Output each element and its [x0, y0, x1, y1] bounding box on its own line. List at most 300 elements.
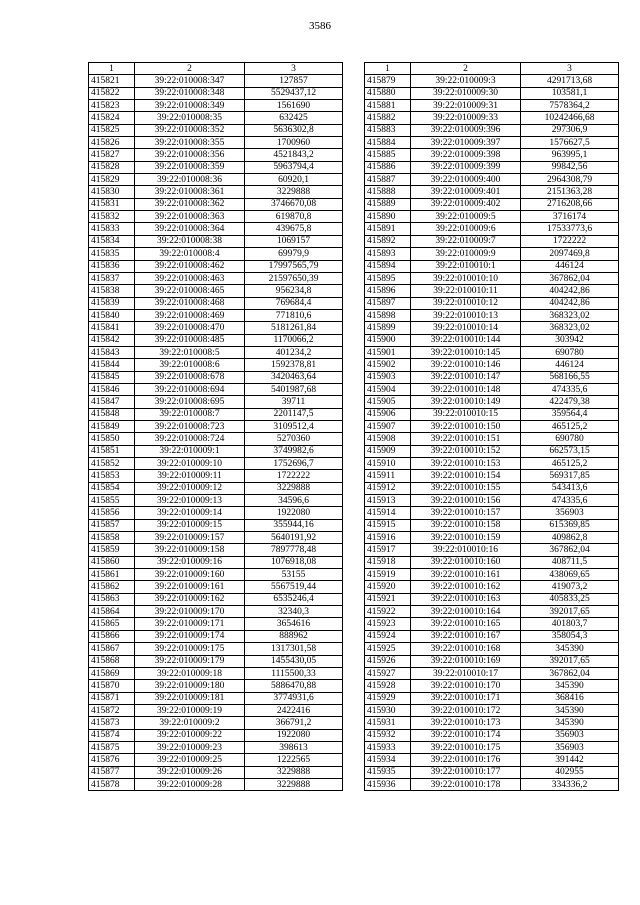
cadastral-number-cell: 39:22:010009:161: [135, 581, 245, 593]
value-cell: 569317,85: [521, 470, 619, 482]
cadastral-number-cell: 39:22:010010:149: [411, 396, 521, 408]
value-cell: 5567519,44: [245, 581, 343, 593]
table-row: [89, 198, 343, 210]
cadastral-number-cell: 39:22:010009:5: [411, 211, 521, 223]
table-row: [89, 334, 343, 346]
cadastral-number-cell: 39:22:010008:468: [135, 297, 245, 309]
cadastral-number-cell: 39:22:010009:170: [135, 606, 245, 618]
table-row: [365, 223, 619, 235]
value-cell: 5529437,12: [245, 87, 343, 99]
table-row: [89, 704, 343, 716]
cadastral-number-cell: 39:22:010010:14: [411, 322, 521, 334]
header-row: [365, 63, 619, 75]
table-row: [365, 87, 619, 99]
cadastral-number-cell: 39:22:010009:33: [411, 112, 521, 124]
value-cell: 367862,04: [521, 272, 619, 284]
cadastral-number-cell: 39:22:010009:19: [135, 704, 245, 716]
value-cell: 2151363,28: [521, 186, 619, 198]
value-cell: 465125,2: [521, 458, 619, 470]
row-number-cell: 415928: [365, 680, 411, 692]
table-row: [89, 606, 343, 618]
table-row: [89, 630, 343, 642]
row-number-cell: 415908: [365, 433, 411, 445]
row-number-cell: 415878: [89, 778, 135, 790]
value-cell: 10242466,68: [521, 112, 619, 124]
cadastral-number-cell: 39:22:010008:352: [135, 124, 245, 136]
value-cell: 888962: [245, 630, 343, 642]
cadastral-number-cell: 39:22:010008:678: [135, 371, 245, 383]
cadastral-number-cell: 39:22:010010:170: [411, 680, 521, 692]
value-cell: 392017,65: [521, 655, 619, 667]
table-row: [365, 519, 619, 531]
cadastral-number-cell: 39:22:010008:356: [135, 149, 245, 161]
value-cell: 356903: [521, 741, 619, 753]
cadastral-number-cell: 39:22:010008:362: [135, 198, 245, 210]
row-number-cell: 415846: [89, 383, 135, 395]
table-row: [365, 112, 619, 124]
table-row: [89, 223, 343, 235]
cadastral-number-cell: 39:22:010010:11: [411, 285, 521, 297]
value-cell: 5640191,92: [245, 532, 343, 544]
table-row: [89, 581, 343, 593]
cadastral-number-cell: 39:22:010009:181: [135, 692, 245, 704]
value-cell: 345390: [521, 643, 619, 655]
row-number-cell: 415834: [89, 235, 135, 247]
table-row: [89, 149, 343, 161]
cadastral-number-cell: 39:22:010009:30: [411, 87, 521, 99]
cadastral-number-cell: 39:22:010009:15: [135, 519, 245, 531]
row-number-cell: 415898: [365, 309, 411, 321]
cadastral-number-cell: 39:22:010010:163: [411, 593, 521, 605]
table-row: [89, 445, 343, 457]
row-number-cell: 415886: [365, 161, 411, 173]
table-row: [365, 211, 619, 223]
cadastral-number-cell: 39:22:010010:1: [411, 260, 521, 272]
cadastral-number-cell: 39:22:010009:402: [411, 198, 521, 210]
table-row: [365, 75, 619, 87]
value-cell: 2422416: [245, 704, 343, 716]
table-row: [365, 248, 619, 260]
cadastral-number-cell: 39:22:010010:12: [411, 297, 521, 309]
value-cell: 3229888: [245, 778, 343, 790]
row-number-cell: 415857: [89, 519, 135, 531]
row-number-cell: 415864: [89, 606, 135, 618]
table-row: [89, 643, 343, 655]
value-cell: 690780: [521, 433, 619, 445]
table-row: [365, 260, 619, 272]
table-row: [365, 544, 619, 556]
table-row: [89, 433, 343, 445]
value-cell: 3749982,6: [245, 445, 343, 457]
cadastral-number-cell: 39:22:010008:359: [135, 161, 245, 173]
value-cell: 7578364,2: [521, 100, 619, 112]
value-cell: 3109512,4: [245, 420, 343, 432]
value-cell: 3774931,6: [245, 692, 343, 704]
cadastral-number-cell: 39:22:010008:38: [135, 235, 245, 247]
value-cell: 956234,8: [245, 285, 343, 297]
value-cell: 5636302,8: [245, 124, 343, 136]
row-number-cell: 415852: [89, 458, 135, 470]
value-cell: 2964308,79: [521, 174, 619, 186]
cadastral-number-cell: 39:22:010008:4: [135, 248, 245, 260]
table-row: [365, 704, 619, 716]
value-cell: 402955: [521, 766, 619, 778]
row-number-cell: 415901: [365, 346, 411, 358]
row-number-cell: 415826: [89, 137, 135, 149]
row-number-cell: 415899: [365, 322, 411, 334]
cadastral-number-cell: 39:22:010008:349: [135, 100, 245, 112]
cadastral-number-cell: 39:22:010009:162: [135, 593, 245, 605]
row-number-cell: 415875: [89, 741, 135, 753]
cadastral-number-cell: 39:22:010009:157: [135, 532, 245, 544]
value-cell: 7897778,48: [245, 544, 343, 556]
cadastral-number-cell: 39:22:010010:146: [411, 359, 521, 371]
table-row: [89, 593, 343, 605]
table-row: [365, 297, 619, 309]
row-number-cell: 415892: [365, 235, 411, 247]
value-cell: 3746670,08: [245, 198, 343, 210]
cadastral-number-cell: 39:22:010010:157: [411, 507, 521, 519]
value-cell: 17533773,6: [521, 223, 619, 235]
row-number-cell: 415906: [365, 408, 411, 420]
table-row: [89, 692, 343, 704]
table-row: [89, 174, 343, 186]
table-row: [365, 137, 619, 149]
row-number-cell: 415919: [365, 569, 411, 581]
cadastral-number-cell: 39:22:010010:150: [411, 420, 521, 432]
value-cell: 422479,38: [521, 396, 619, 408]
table-row: [89, 285, 343, 297]
value-cell: 409862,8: [521, 532, 619, 544]
cadastral-number-cell: 39:22:010009:28: [135, 778, 245, 790]
row-number-cell: 415869: [89, 667, 135, 679]
value-cell: 303942: [521, 334, 619, 346]
cadastral-number-cell: 39:22:010010:176: [411, 754, 521, 766]
table-row: [89, 75, 343, 87]
cadastral-number-cell: 39:22:010009:25: [135, 754, 245, 766]
cadastral-number-cell: 39:22:010010:156: [411, 495, 521, 507]
row-number-cell: 415921: [365, 593, 411, 605]
cadastral-number-cell: 39:22:010009:16: [135, 556, 245, 568]
value-cell: 474335,6: [521, 495, 619, 507]
cadastral-number-cell: 39:22:010008:462: [135, 260, 245, 272]
table-row: [365, 643, 619, 655]
value-cell: 398613: [245, 741, 343, 753]
cadastral-number-cell: 39:22:010009:174: [135, 630, 245, 642]
table-row: [365, 729, 619, 741]
table-row: [365, 161, 619, 173]
row-number-cell: 415824: [89, 112, 135, 124]
value-cell: 32340,3: [245, 606, 343, 618]
row-number-cell: 415918: [365, 556, 411, 568]
value-cell: 34596,6: [245, 495, 343, 507]
value-cell: 1455430,05: [245, 655, 343, 667]
table-row: [365, 754, 619, 766]
cadastral-number-cell: 39:22:010009:396: [411, 124, 521, 136]
row-number-cell: 415870: [89, 680, 135, 692]
row-number-cell: 415932: [365, 729, 411, 741]
table-row: [89, 161, 343, 173]
cadastral-number-cell: 39:22:010009:6: [411, 223, 521, 235]
cadastral-number-cell: 39:22:010008:470: [135, 322, 245, 334]
cadastral-number-cell: 39:22:010009:398: [411, 149, 521, 161]
cadastral-number-cell: 39:22:010010:174: [411, 729, 521, 741]
cadastral-number-cell: 39:22:010010:167: [411, 630, 521, 642]
cadastral-number-cell: 39:22:010009:400: [411, 174, 521, 186]
row-number-cell: 415847: [89, 396, 135, 408]
row-number-cell: 415851: [89, 445, 135, 457]
value-cell: 771810,6: [245, 309, 343, 321]
cadastral-number-cell: 39:22:010009:7: [411, 235, 521, 247]
table-row: [89, 87, 343, 99]
value-cell: 1576627,5: [521, 137, 619, 149]
value-cell: 1222565: [245, 754, 343, 766]
row-number-cell: 415881: [365, 100, 411, 112]
value-cell: 99842,56: [521, 161, 619, 173]
row-number-cell: 415821: [89, 75, 135, 87]
row-number-cell: 415920: [365, 581, 411, 593]
value-cell: 690780: [521, 346, 619, 358]
value-cell: 769684,4: [245, 297, 343, 309]
cadastral-number-cell: 39:22:010009:2: [135, 717, 245, 729]
row-number-cell: 415927: [365, 667, 411, 679]
value-cell: 3716174: [521, 211, 619, 223]
value-cell: 439675,8: [245, 223, 343, 235]
value-cell: 438069,65: [521, 569, 619, 581]
value-cell: 21597650,39: [245, 272, 343, 284]
table-row: [365, 507, 619, 519]
table-row: [89, 137, 343, 149]
value-cell: 1076918,08: [245, 556, 343, 568]
cadastral-number-cell: 39:22:010010:173: [411, 717, 521, 729]
column-header: 2: [411, 63, 521, 75]
row-number-cell: 415923: [365, 618, 411, 630]
table-row: [365, 285, 619, 297]
value-cell: 568166,55: [521, 371, 619, 383]
row-number-cell: 415925: [365, 643, 411, 655]
value-cell: 1722222: [245, 470, 343, 482]
header-row: [89, 63, 343, 75]
value-cell: 345390: [521, 680, 619, 692]
row-number-cell: 415884: [365, 137, 411, 149]
table-row: [365, 334, 619, 346]
table-row: [365, 346, 619, 358]
row-number-cell: 415904: [365, 383, 411, 395]
row-number-cell: 415871: [89, 692, 135, 704]
value-cell: 334336,2: [521, 778, 619, 790]
row-number-cell: 415844: [89, 359, 135, 371]
value-cell: 1592378,81: [245, 359, 343, 371]
row-number-cell: 415830: [89, 186, 135, 198]
table-row: [365, 667, 619, 679]
table-row: [365, 198, 619, 210]
value-cell: 1700960: [245, 137, 343, 149]
value-cell: 2716208,66: [521, 198, 619, 210]
row-number-cell: 415911: [365, 470, 411, 482]
table-row: [89, 556, 343, 568]
cadastral-number-cell: 39:22:010010:13: [411, 309, 521, 321]
table-row: [365, 186, 619, 198]
row-number-cell: 415922: [365, 606, 411, 618]
value-cell: 368323,02: [521, 322, 619, 334]
value-cell: 1922080: [245, 729, 343, 741]
value-cell: 53155: [245, 569, 343, 581]
row-number-cell: 415924: [365, 630, 411, 642]
cadastral-number-cell: 39:22:010009:22: [135, 729, 245, 741]
cadastral-number-cell: 39:22:010009:1: [135, 445, 245, 457]
table-row: [365, 655, 619, 667]
cadastral-number-cell: 39:22:010008:469: [135, 309, 245, 321]
table-row: [365, 371, 619, 383]
cadastral-number-cell: 39:22:010009:180: [135, 680, 245, 692]
row-number-cell: 415930: [365, 704, 411, 716]
value-cell: 367862,04: [521, 544, 619, 556]
column-header: 3: [245, 63, 343, 75]
value-cell: 4521843,2: [245, 149, 343, 161]
cadastral-number-cell: 39:22:010010:169: [411, 655, 521, 667]
cadastral-number-cell: 39:22:010008:465: [135, 285, 245, 297]
table-row: [365, 581, 619, 593]
cadastral-number-cell: 39:22:010010:162: [411, 581, 521, 593]
value-cell: 39711: [245, 396, 343, 408]
row-number-cell: 415842: [89, 334, 135, 346]
row-number-cell: 415848: [89, 408, 135, 420]
table-row: [89, 346, 343, 358]
value-cell: 632425: [245, 112, 343, 124]
value-cell: 465125,2: [521, 420, 619, 432]
row-number-cell: 415833: [89, 223, 135, 235]
row-number-cell: 415936: [365, 778, 411, 790]
row-number-cell: 415914: [365, 507, 411, 519]
row-number-cell: 415861: [89, 569, 135, 581]
row-number-cell: 415909: [365, 445, 411, 457]
value-cell: 5886470,88: [245, 680, 343, 692]
cadastral-number-cell: 39:22:010008:35: [135, 112, 245, 124]
value-cell: 401234,2: [245, 346, 343, 358]
cadastral-number-cell: 39:22:010008:463: [135, 272, 245, 284]
row-number-cell: 415868: [89, 655, 135, 667]
table-row: [89, 235, 343, 247]
cadastral-number-cell: 39:22:010010:178: [411, 778, 521, 790]
cadastral-number-cell: 39:22:010008:724: [135, 433, 245, 445]
row-number-cell: 415903: [365, 371, 411, 383]
row-number-cell: 415883: [365, 124, 411, 136]
row-number-cell: 415890: [365, 211, 411, 223]
row-number-cell: 415896: [365, 285, 411, 297]
cadastral-number-cell: 39:22:010008:695: [135, 396, 245, 408]
table-row: [89, 507, 343, 519]
cadastral-number-cell: 39:22:010009:26: [135, 766, 245, 778]
cadastral-number-cell: 39:22:010010:160: [411, 556, 521, 568]
value-cell: 366791,2: [245, 717, 343, 729]
row-number-cell: 415889: [365, 198, 411, 210]
row-number-cell: 415874: [89, 729, 135, 741]
table-row: [365, 532, 619, 544]
table-row: [365, 383, 619, 395]
row-number-cell: 415887: [365, 174, 411, 186]
row-number-cell: 415931: [365, 717, 411, 729]
column-header: 3: [521, 63, 619, 75]
value-cell: 1722222: [521, 235, 619, 247]
table-row: [365, 717, 619, 729]
cadastral-number-cell: 39:22:010010:147: [411, 371, 521, 383]
cadastral-number-cell: 39:22:010010:151: [411, 433, 521, 445]
cadastral-number-cell: 39:22:010010:158: [411, 519, 521, 531]
row-number-cell: 415935: [365, 766, 411, 778]
row-number-cell: 415913: [365, 495, 411, 507]
row-number-cell: 415877: [89, 766, 135, 778]
table-row: [365, 766, 619, 778]
table-row: [89, 260, 343, 272]
row-number-cell: 415882: [365, 112, 411, 124]
cadastral-number-cell: 39:22:010010:144: [411, 334, 521, 346]
table-row: [89, 396, 343, 408]
table-row: [89, 618, 343, 630]
row-number-cell: 415858: [89, 532, 135, 544]
value-cell: 419073,2: [521, 581, 619, 593]
table-row: [365, 309, 619, 321]
row-number-cell: 415843: [89, 346, 135, 358]
value-cell: 3229888: [245, 766, 343, 778]
table-row: [365, 149, 619, 161]
cadastral-number-cell: 39:22:010010:16: [411, 544, 521, 556]
row-number-cell: 415863: [89, 593, 135, 605]
value-cell: 392017,65: [521, 606, 619, 618]
row-number-cell: 415880: [365, 87, 411, 99]
value-cell: 615369,85: [521, 519, 619, 531]
row-number-cell: 415867: [89, 643, 135, 655]
row-number-cell: 415829: [89, 174, 135, 186]
table-row: [89, 420, 343, 432]
table-row: [89, 470, 343, 482]
column-header: 1: [365, 63, 411, 75]
row-number-cell: 415873: [89, 717, 135, 729]
value-cell: 446124: [521, 359, 619, 371]
value-cell: 405833,25: [521, 593, 619, 605]
table-row: [89, 532, 343, 544]
cadastral-number-cell: 39:22:010010:159: [411, 532, 521, 544]
value-cell: 356903: [521, 507, 619, 519]
page-number: 3586: [309, 20, 331, 32]
table-row: [365, 272, 619, 284]
cadastral-number-cell: 39:22:010010:171: [411, 692, 521, 704]
row-number-cell: 415888: [365, 186, 411, 198]
table-row: [365, 482, 619, 494]
row-number-cell: 415862: [89, 581, 135, 593]
registry-table-right: [364, 62, 619, 791]
table-row: [89, 309, 343, 321]
row-number-cell: 415902: [365, 359, 411, 371]
cadastral-number-cell: 39:22:010010:168: [411, 643, 521, 655]
value-cell: 3229888: [245, 186, 343, 198]
cadastral-number-cell: 39:22:010008:364: [135, 223, 245, 235]
table-row: [365, 741, 619, 753]
value-cell: 127857: [245, 75, 343, 87]
table-row: [89, 248, 343, 260]
table-row: [365, 606, 619, 618]
cadastral-number-cell: 39:22:010009:399: [411, 161, 521, 173]
table-row: [365, 174, 619, 186]
value-cell: 408711,5: [521, 556, 619, 568]
value-cell: 1170066,2: [245, 334, 343, 346]
row-number-cell: 415895: [365, 272, 411, 284]
row-number-cell: 415876: [89, 754, 135, 766]
row-number-cell: 415872: [89, 704, 135, 716]
value-cell: 474335,6: [521, 383, 619, 395]
cadastral-number-cell: 39:22:010010:155: [411, 482, 521, 494]
table-row: [89, 766, 343, 778]
row-number-cell: 415879: [365, 75, 411, 87]
